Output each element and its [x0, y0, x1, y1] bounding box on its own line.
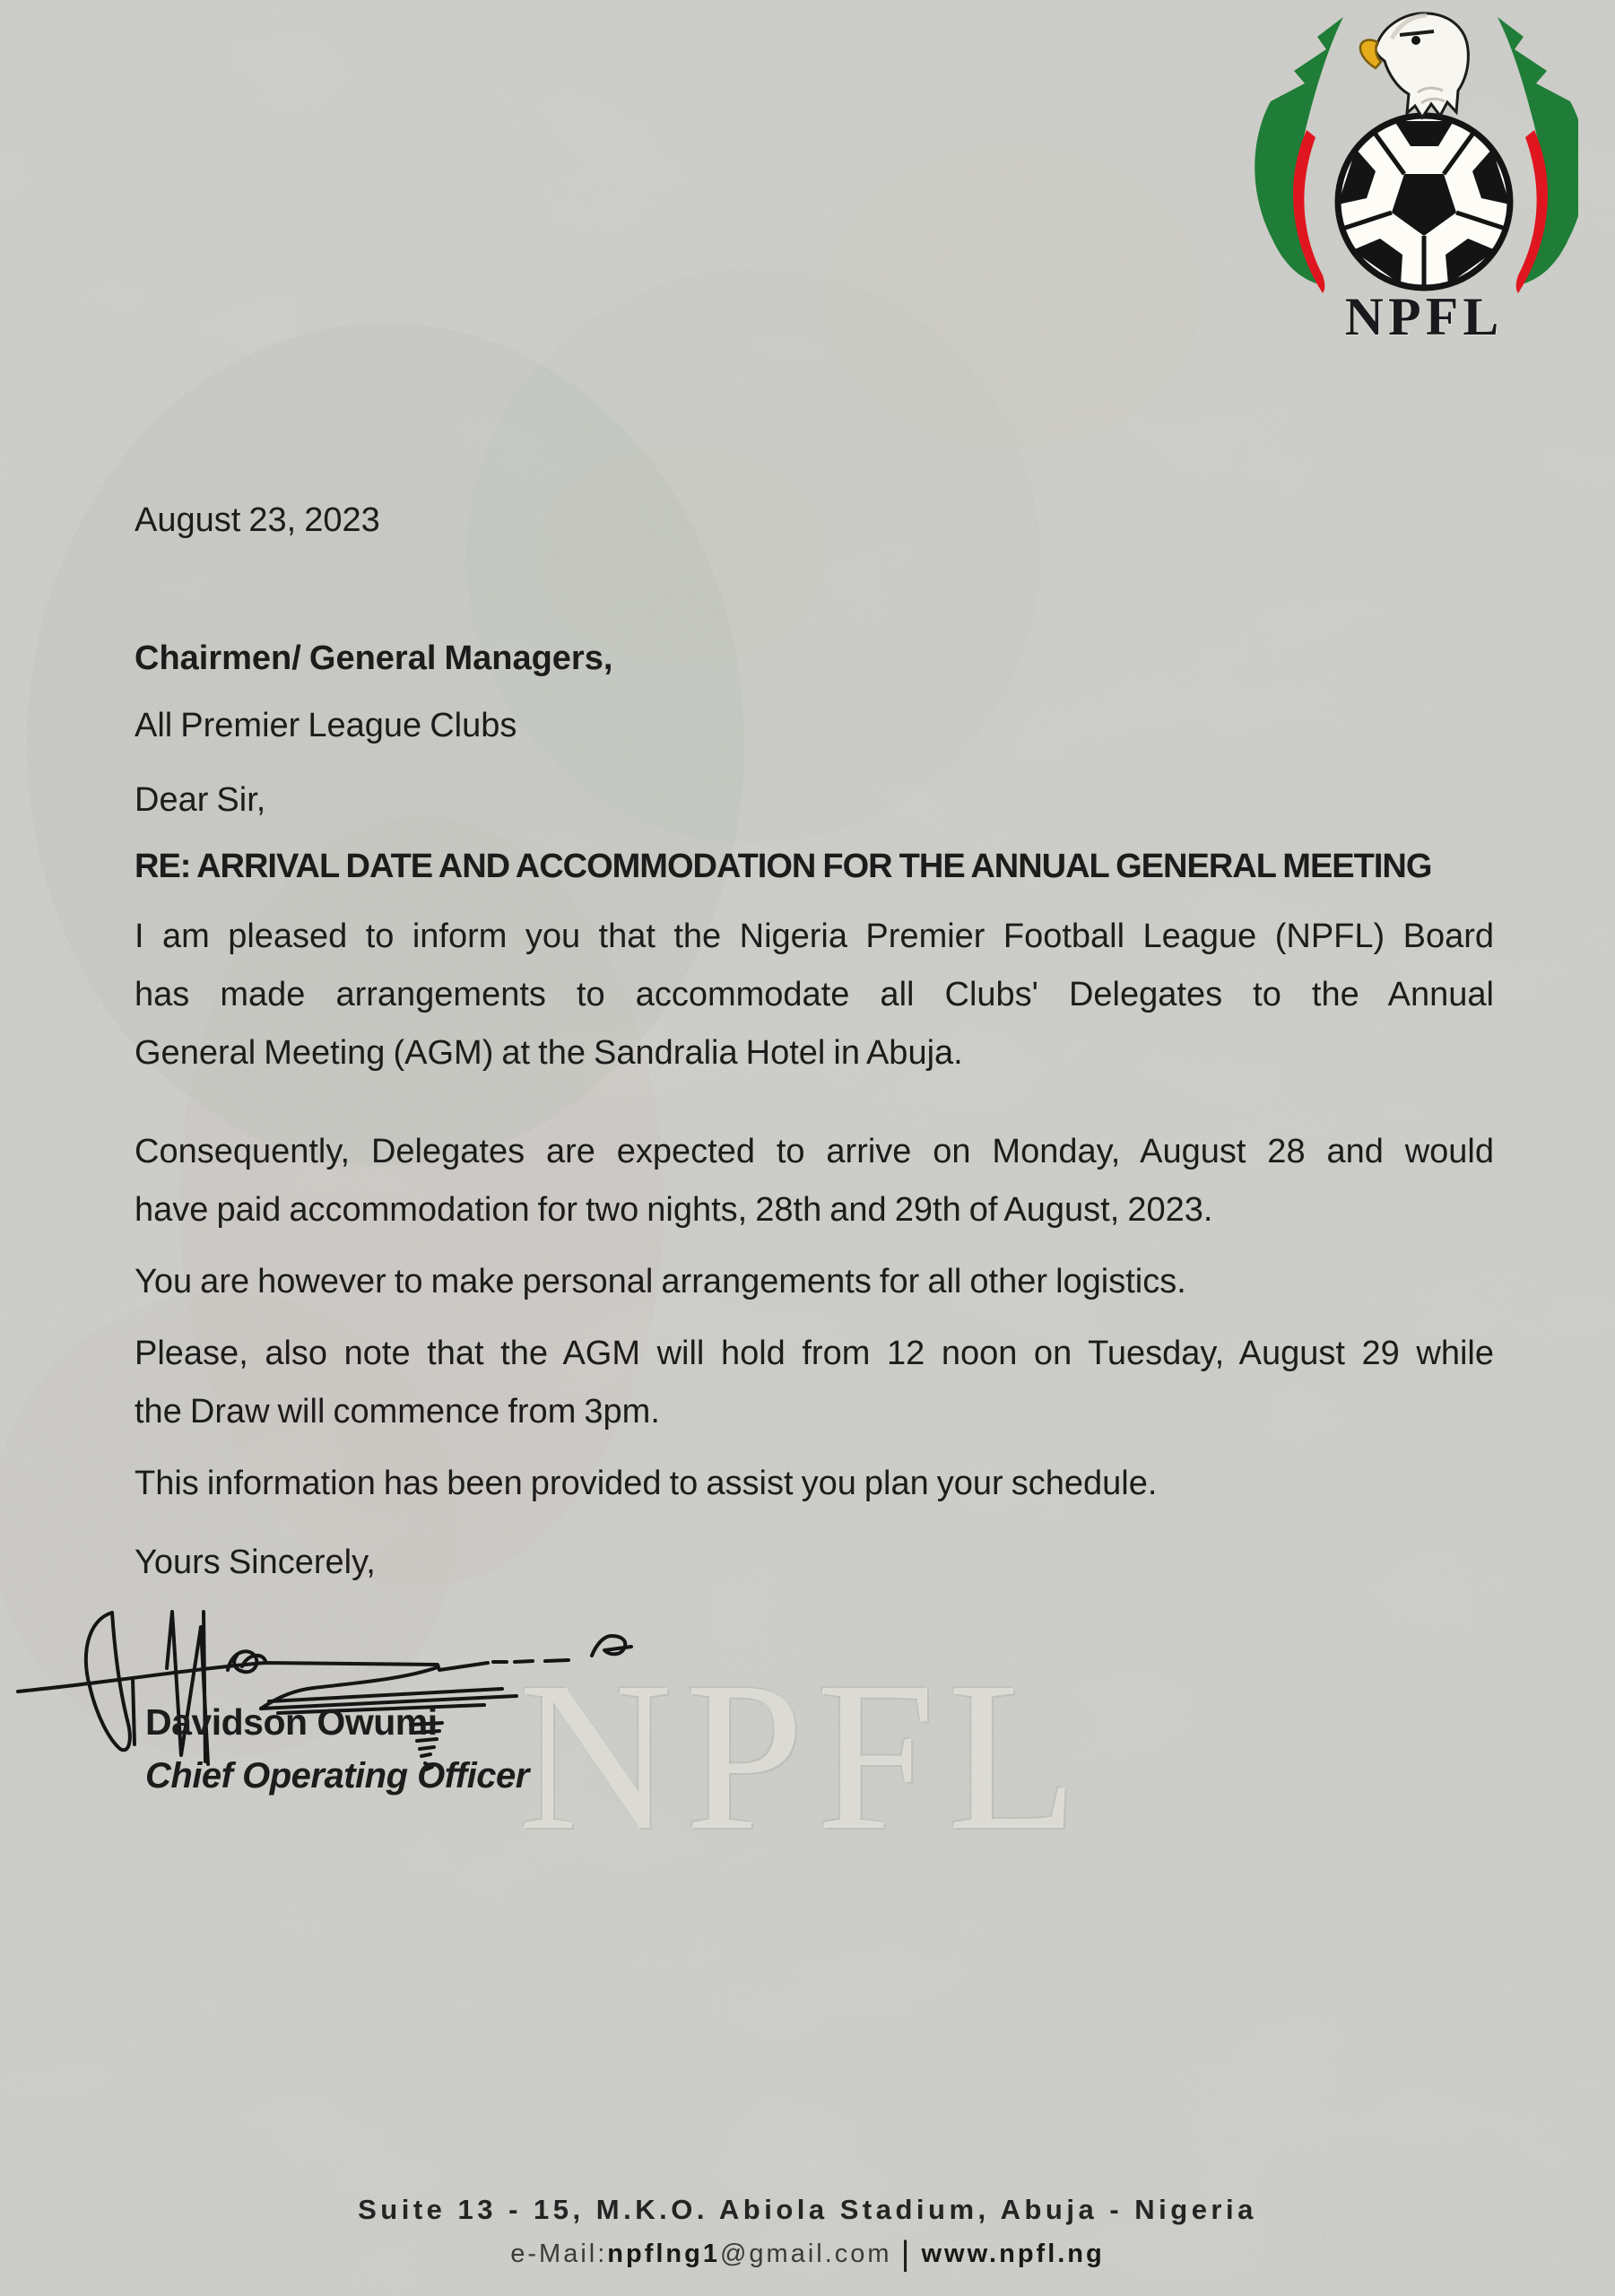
- email-domain: @gmail.com: [719, 2239, 892, 2268]
- paragraph-line: Consequently, Delegates are expected to arrive on Monday, August 28 and would: [135, 1133, 1494, 1170]
- paragraph-line: has made arrangements to accommodate all Clubs' Delegates to the Annual: [135, 976, 1494, 1013]
- logo-wordmark: NPFL: [1344, 287, 1504, 345]
- body-paragraph-1: [135, 908, 1494, 1083]
- separator-bar: |: [900, 2235, 913, 2273]
- body-paragraph-2: [135, 1123, 1494, 1239]
- website-text: www.npfl.ng: [921, 2239, 1105, 2268]
- npfl-logo: [1242, 4, 1578, 345]
- eagle-icon: [1360, 13, 1468, 117]
- watermark-text: NPFL: [518, 1639, 1090, 1874]
- body-paragraph-4: [135, 1325, 1494, 1441]
- paragraph-line: the Draw will commence from 3pm.: [135, 1393, 660, 1431]
- paragraph-line: I am pleased to inform you that the Nigeria Premier Football League (NPFL) Board: [135, 918, 1494, 955]
- paragraph-line: General Meeting (AGM) at the Sandralia Hotel in Abuja.: [135, 1034, 963, 1072]
- signoff-block: [145, 1695, 529, 1803]
- body-paragraph-3: [135, 1253, 1494, 1311]
- footer-contacts: [0, 2232, 1615, 2271]
- soccer-ball-icon: [1338, 116, 1510, 288]
- wreath-left-icon: [1255, 17, 1343, 284]
- signatory-name: Davidson Owumi: [145, 1701, 438, 1743]
- salutation: Dear Sir,: [135, 781, 266, 819]
- paragraph-line: have paid accommodation for two nights, 28th and 29th of August, 2023.: [135, 1191, 1213, 1229]
- letter-date: August 23, 2023: [135, 501, 380, 539]
- body-paragraph-5: [135, 1455, 1494, 1513]
- recipient-line-1: Chairmen/ General Managers,: [135, 639, 613, 677]
- footer-address: Suite 13 - 15, M.K.O. Abiola Stadium, Abuja - Nigeria: [358, 2194, 1257, 2225]
- subject-line: RE: ARRIVAL DATE AND ACCOMMODATION FOR THE ANNUAL GENERAL MEETING: [135, 848, 1432, 885]
- paragraph-line: This information has been provided to assist you plan your schedule.: [135, 1465, 1158, 1502]
- email-label: e-Mail:: [510, 2239, 608, 2268]
- recipient-line-2: All Premier League Clubs: [135, 707, 517, 744]
- signatory-title: Chief Operating Officer: [145, 1756, 529, 1796]
- closing: Yours Sincerely,: [135, 1544, 376, 1581]
- paragraph-line: Please, also note that the AGM will hold from 12 noon on Tuesday, August 29 while: [135, 1335, 1494, 1372]
- email-user: npflng1: [607, 2239, 720, 2268]
- paragraph-line: You are however to make personal arrangements for all other logistics.: [135, 1263, 1186, 1300]
